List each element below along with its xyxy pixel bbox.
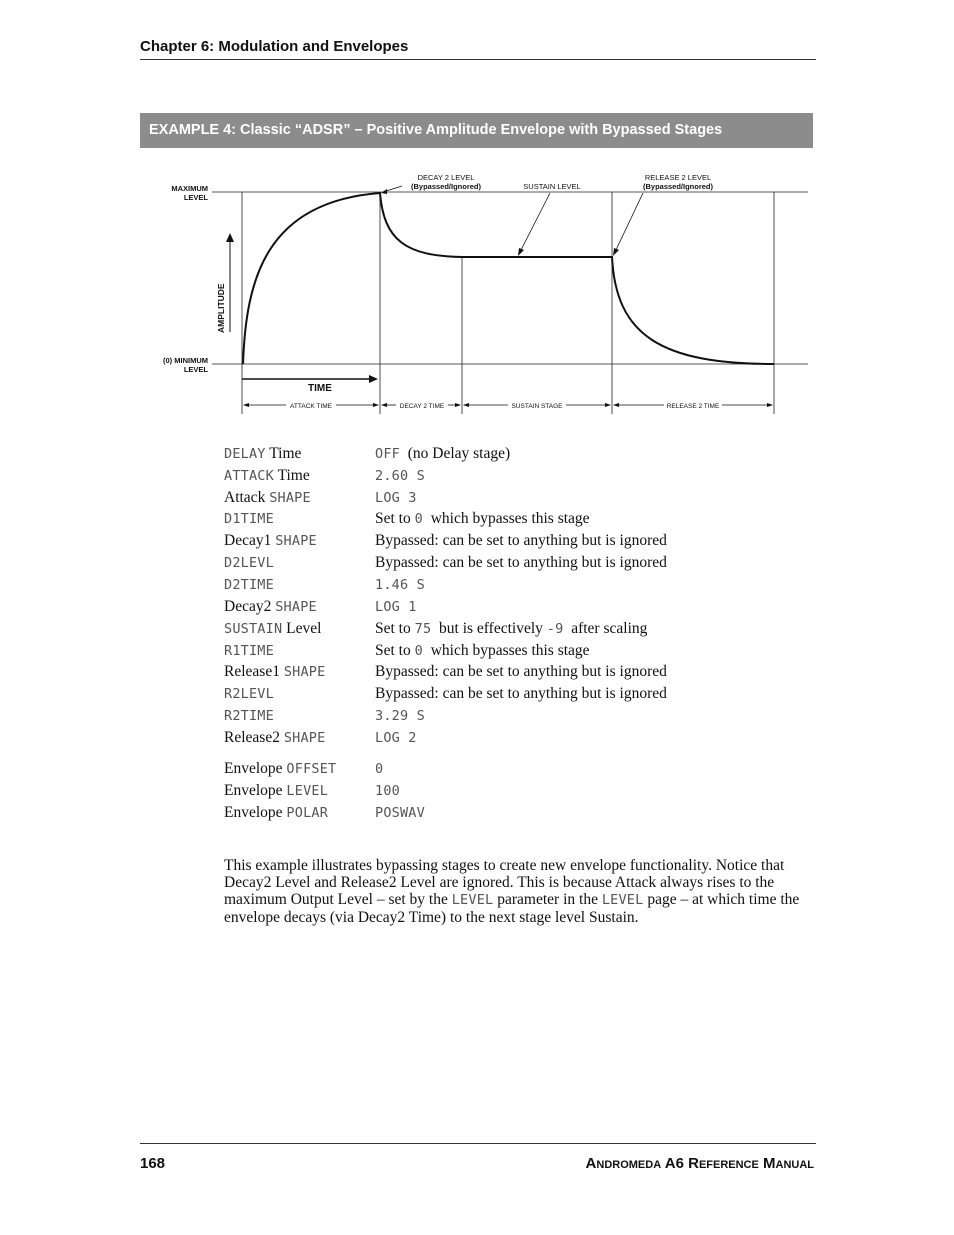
release2-time-label: RELEASE 2 TIME	[666, 403, 720, 410]
param-lcd-name: D2LEVL	[224, 555, 274, 571]
param-value	[375, 532, 667, 550]
paragraph-text-2: parameter in the	[493, 891, 602, 908]
param-value	[375, 620, 647, 638]
param-suffix: Time	[265, 445, 302, 462]
body-paragraph	[224, 857, 814, 926]
param-name	[224, 663, 325, 681]
sustain-level-label: SUSTAIN LEVEL	[523, 182, 581, 191]
param-name	[224, 804, 328, 822]
paragraph-lcd-level-2: LEVEL	[601, 892, 644, 908]
paragraph-lcd-level-1: LEVEL	[451, 892, 494, 908]
param-lcd-name: SHAPE	[283, 730, 326, 746]
param-lcd-name: SHAPE	[275, 599, 317, 615]
param-value-lcd-3: -9	[546, 621, 564, 637]
param-name	[224, 620, 321, 638]
param-value	[375, 804, 425, 822]
param-name	[224, 685, 274, 703]
release2-pointer	[615, 193, 643, 252]
sustain-pointer-head	[518, 248, 524, 256]
param-value-text: Bypassed: can be set to anything but is ignored	[375, 663, 667, 680]
param-lcd-name: SHAPE	[269, 490, 311, 506]
param-name	[224, 532, 317, 550]
param-name	[224, 445, 301, 463]
param-value-lcd: OFF	[375, 446, 400, 462]
param-value-text-2: which bypasses this stage	[422, 642, 590, 659]
param-value-text: (no Delay stage)	[399, 445, 511, 462]
header-rule	[140, 59, 816, 60]
param-value	[375, 598, 417, 616]
attack-time-label: ATTACK TIME	[290, 403, 332, 410]
min-level-label-1: (0) MINIMUM	[163, 356, 208, 365]
param-lcd-name: D2TIME	[224, 577, 274, 593]
param-suffix: Level	[282, 620, 322, 637]
decay2-level-label-2: (Bypassed/Ignored)	[410, 182, 482, 191]
param-value-lcd: 2.60 S	[375, 468, 425, 484]
param-value-text: Bypassed: can be set to anything but is ignored	[375, 554, 667, 571]
param-value-lcd: 3.29 S	[375, 708, 425, 724]
paragraph-text-1: This example illustrates bypassing stages to create new envelope functionality. Notice that Decay2 Level and Release2 Level are ignored. This is because Attack always rises to the maximum Output Level – set by the	[224, 857, 785, 908]
max-level-label-1: MAXIMUM	[171, 184, 208, 193]
param-lcd-name: R1TIME	[224, 643, 274, 659]
param-prefix: Decay2	[224, 598, 276, 615]
release2-pointer-head	[613, 248, 619, 256]
param-name	[224, 760, 336, 778]
param-value	[375, 445, 510, 463]
param-value-lcd: LOG 2	[375, 730, 417, 746]
sustain-pointer	[520, 193, 550, 252]
param-value-text-2: but is effectively	[431, 620, 547, 637]
decay2-time-label: DECAY 2 TIME	[399, 403, 445, 410]
example-banner: EXAMPLE 4: Classic “ADSR” – Positive Amplitude Envelope with Bypassed Stages	[140, 113, 813, 148]
param-value	[375, 510, 590, 528]
time-label: TIME	[308, 383, 332, 394]
param-value	[375, 685, 667, 703]
param-lcd-name: OFFSET	[286, 761, 337, 777]
param-value	[375, 782, 400, 800]
param-value-lcd-2: 75	[414, 621, 432, 637]
decay2-level-label-1: DECAY 2 LEVEL	[417, 173, 475, 182]
param-value-text: Bypassed: can be set to anything but is ignored	[375, 532, 667, 549]
param-value-lcd: LOG 3	[375, 490, 417, 506]
manual-title: Andromeda A6 Reference Manual	[585, 1155, 814, 1172]
param-lcd-name: R2TIME	[224, 708, 274, 724]
param-prefix: Attack	[224, 489, 270, 506]
param-prefix: Envelope	[224, 782, 287, 799]
param-value-lcd: POSWAV	[375, 805, 425, 821]
max-level-label-2: LEVEL	[183, 193, 208, 202]
param-value-text-3: after scaling	[563, 620, 648, 637]
param-name	[224, 554, 274, 572]
param-lcd-name: R2LEVL	[224, 686, 274, 702]
param-lcd-name: SHAPE	[275, 533, 317, 549]
param-prefix: Envelope	[224, 804, 287, 821]
param-value-lcd: 100	[375, 783, 400, 799]
decay2-pointer-head	[381, 189, 387, 194]
min-level-label-2: LEVEL	[183, 365, 208, 374]
param-value-lcd: 0	[375, 761, 384, 777]
param-value	[375, 467, 425, 485]
param-value	[375, 576, 425, 594]
param-lcd-name: D1TIME	[224, 511, 274, 527]
param-prefix: Release1	[224, 663, 284, 680]
param-name	[224, 489, 311, 507]
param-name	[224, 707, 274, 725]
release2-level-label-2: (Bypassed/Ignored)	[642, 182, 714, 191]
param-name	[224, 729, 325, 747]
param-lcd-name: POLAR	[286, 805, 329, 821]
param-suffix: Time	[273, 467, 310, 484]
param-lcd-name: SHAPE	[283, 664, 326, 680]
param-value	[375, 707, 425, 725]
param-value-lcd: LOG 1	[375, 599, 417, 615]
param-lcd-name: ATTACK	[224, 468, 274, 484]
param-value-text: Set to	[375, 510, 415, 527]
param-value	[375, 489, 417, 507]
param-name	[224, 467, 310, 485]
sustain-stage-label: SUSTAIN STAGE	[511, 403, 563, 410]
paragraph-text-3: page – at which time the envelope decays (via Decay2 Time) to the next stage level Sustain.	[224, 891, 800, 926]
param-value	[375, 642, 590, 660]
param-value-text: Bypassed: can be set to anything but is ignored	[375, 685, 667, 702]
param-lcd-name: LEVEL	[286, 783, 329, 799]
param-value-text: Set to	[375, 620, 415, 637]
param-name	[224, 510, 274, 528]
param-name	[224, 782, 328, 800]
page-number: 168	[140, 1155, 166, 1172]
param-value	[375, 554, 667, 572]
param-prefix: Envelope	[224, 760, 287, 777]
param-value-lcd-2: 0	[414, 643, 423, 659]
param-name	[224, 642, 274, 660]
param-value-lcd: 1.46 S	[375, 577, 425, 593]
amplitude-label: AMPLITUDE	[216, 283, 226, 333]
param-lcd-name: SUSTAIN	[224, 621, 283, 637]
param-value-lcd-2: 0	[414, 511, 423, 527]
param-name	[224, 576, 274, 594]
time-arrowhead	[369, 375, 378, 383]
param-value-text-2: which bypasses this stage	[422, 510, 590, 527]
chapter-header: Chapter 6: Modulation and Envelopes	[140, 38, 409, 55]
param-value-text: Set to	[375, 642, 415, 659]
amplitude-arrowhead	[226, 233, 234, 242]
envelope-diagram	[140, 160, 820, 425]
param-value	[375, 729, 417, 747]
param-name	[224, 598, 317, 616]
param-value	[375, 760, 383, 778]
param-prefix: Decay1	[224, 532, 276, 549]
param-value	[375, 663, 667, 681]
param-lcd-name: DELAY	[224, 446, 266, 462]
envelope-curve	[243, 193, 774, 364]
param-prefix: Release2	[224, 729, 284, 746]
footer-rule	[140, 1143, 816, 1144]
release2-level-label-1: RELEASE 2 LEVEL	[644, 173, 712, 182]
